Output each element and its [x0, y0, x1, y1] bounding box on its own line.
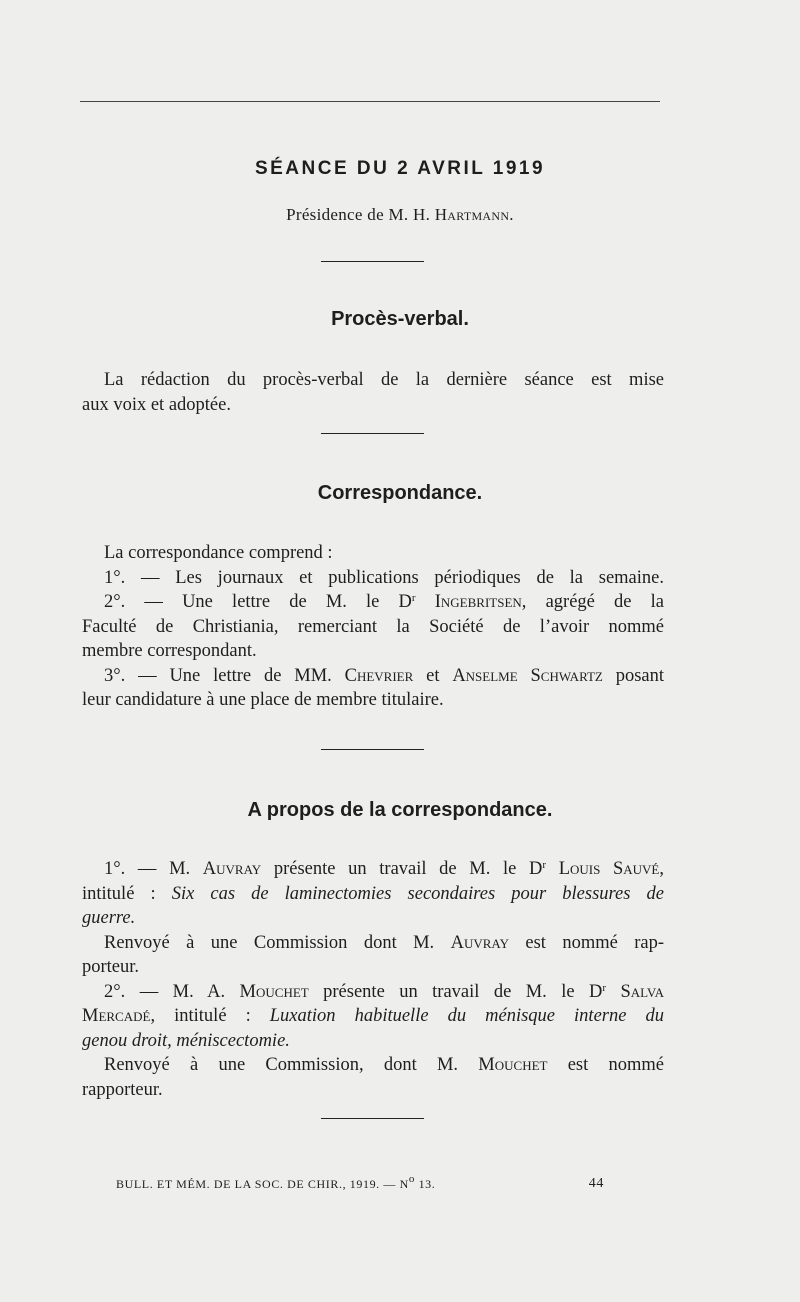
- person-name: Auvray: [450, 932, 509, 953]
- section-divider: [321, 749, 424, 750]
- footer-issue: 13.: [414, 1177, 436, 1191]
- text-run: présente un travail de M. le D: [308, 981, 603, 1002]
- text-run: intitulé :: [82, 883, 172, 904]
- person-name: Mercadé,: [82, 1006, 156, 1026]
- page-number: 44: [588, 1176, 604, 1191]
- text-run: et: [413, 665, 453, 686]
- text-run: intitulé :: [155, 1006, 270, 1026]
- text-line: rapporteur.: [82, 1079, 163, 1100]
- text-run: 2°. — Une lettre de M. le D: [104, 592, 412, 612]
- work-title: Luxation habituelle du ménisque interne du: [269, 1006, 664, 1026]
- text-line: porteur.: [82, 957, 140, 977]
- text-line: leur candidature à une place de membre titulaire.: [82, 690, 444, 710]
- text-line: [82, 857, 664, 882]
- person-name: Auvray: [202, 859, 262, 879]
- person-name: Salva: [606, 981, 665, 1002]
- text-line: [82, 980, 664, 1005]
- a-propos-paragraph: [82, 857, 664, 1102]
- section-heading-proces-verbal: Procès-verbal.: [331, 308, 469, 330]
- text-run: est nommé: [547, 1055, 664, 1075]
- person-name: Mouchet: [239, 981, 309, 1002]
- text-line: membre correspondant.: [82, 641, 257, 661]
- text-run: présente un travail de M. le D: [261, 859, 543, 879]
- text-run: 1°. — M.: [104, 859, 203, 879]
- superscript: r: [411, 592, 416, 604]
- person-name: Louis Sauvé,: [546, 859, 664, 879]
- section-heading-a-propos: A propos de la correspondance.: [247, 799, 553, 821]
- session-title: SÉANCE DU 2 AVRIL 1919: [254, 158, 546, 179]
- text-line: La correspondance comprend :: [104, 543, 333, 563]
- closing-rule: [321, 1118, 424, 1119]
- text-line: Faculté de Christiania, remerciant la Société de l’avoir nommé: [82, 616, 664, 637]
- text-line: La rédaction du procès-verbal de la dernière séance est mise: [104, 370, 664, 390]
- person-name: Mouchet: [478, 1055, 548, 1075]
- text-run: agrégé de la: [526, 592, 664, 612]
- superscript: r: [542, 859, 547, 871]
- text-run: 3°. — Une lettre de MM.: [104, 665, 345, 686]
- section-divider: [321, 433, 424, 434]
- correspondance-paragraph: [82, 541, 664, 713]
- text-line: 1°. — Les journaux et publications périodiques de la semaine.: [104, 567, 664, 588]
- page-footer: [116, 1175, 604, 1193]
- text-line: [82, 931, 664, 956]
- person-name: Ingebritsen,: [415, 592, 527, 612]
- text-line: aux voix et adoptée.: [82, 394, 231, 415]
- superscript: o: [408, 1173, 415, 1185]
- text-line: [82, 664, 664, 689]
- text-run: 2°. — M. A.: [104, 981, 240, 1002]
- text-line: [82, 1029, 664, 1054]
- text-line: [82, 590, 664, 615]
- text-run: est nommé rap-: [508, 932, 665, 953]
- presidence-line: [0, 204, 800, 226]
- text-line: [82, 906, 664, 931]
- text-line: [82, 1053, 664, 1078]
- footer-citation: BULL. ET MÉM. DE LA SOC. DE CHIR., 1919. — N: [116, 1177, 409, 1191]
- superscript: r: [602, 981, 607, 994]
- work-title: guerre.: [82, 908, 136, 928]
- text-line: [82, 882, 664, 907]
- person-name: Anselme Schwartz: [452, 665, 603, 686]
- text-run: Renvoyé à une Commission dont M.: [104, 932, 451, 953]
- work-title: Six cas de laminectomies secondaires pour blessures de: [171, 883, 664, 904]
- proces-verbal-paragraph: [82, 368, 664, 417]
- person-name: Chevrier: [344, 665, 414, 686]
- text-run: posant: [602, 665, 664, 686]
- section-heading-correspondance: Correspondance.: [317, 482, 483, 504]
- president-name: Hartmann.: [434, 205, 514, 224]
- section-divider: [321, 261, 424, 262]
- work-title: genou droit, méniscectomie.: [82, 1030, 290, 1051]
- presidence-prefix: Présidence de M. H.: [286, 205, 435, 224]
- top-rule: [80, 101, 660, 102]
- text-run: Renvoyé à une Commission, dont M.: [104, 1055, 479, 1075]
- text-line: [82, 1004, 664, 1029]
